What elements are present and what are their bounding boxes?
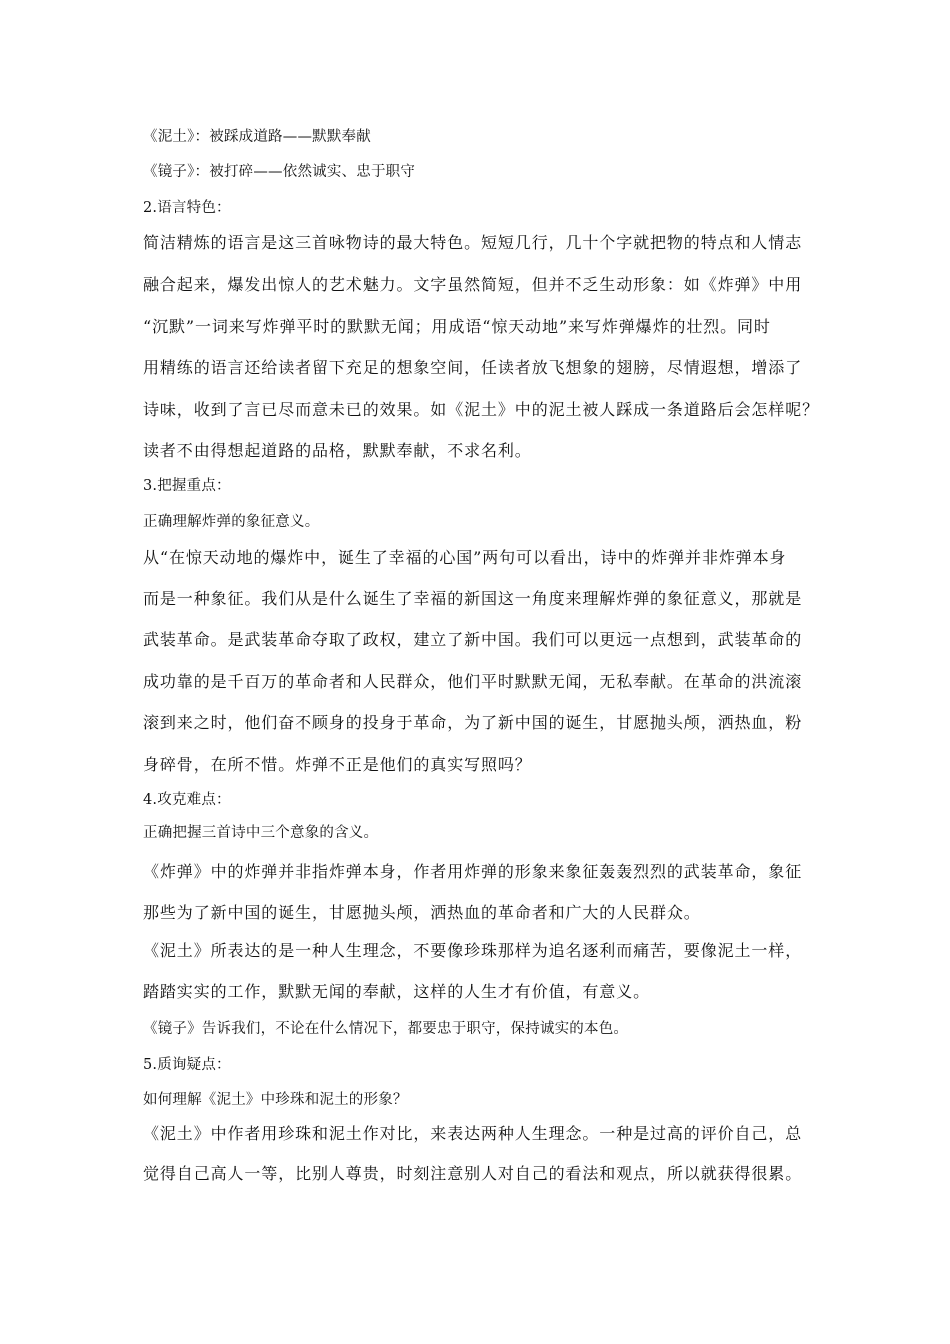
text-line: 成功靠的是千百万的革命者和人民群众，他们平时默默无闻，无私奉献。在革命的洪流滚 xyxy=(143,672,803,691)
section-heading: 2.语言特色： xyxy=(143,200,231,216)
text-line: 融合起来，爆发出惊人的艺术魅力。文字虽然简短，但并不乏生动形象：如《炸弹》中用 xyxy=(143,275,803,294)
text-line: 读者不由得想起道路的品格，默默奉献，不求名利。 xyxy=(143,441,532,460)
text-line: 而是一种象征。我们从是什么诞生了幸福的新国这一角度来理解炸弹的象征意义，那就是 xyxy=(143,589,803,608)
text-line: 身碎骨，在所不惜。炸弹不正是他们的真实写照吗？ xyxy=(143,755,532,774)
text-line: 如何理解《泥土》中珍珠和泥土的形象？ xyxy=(143,1092,408,1108)
text-line: 从“在惊天动地的爆炸中，诞生了幸福的心国”两句可以看出，诗中的炸弹并非炸弹本身 xyxy=(143,548,787,567)
section-heading: 3.把握重点： xyxy=(143,478,231,494)
text-line: 《泥土》：被踩成道路——默默奉献 xyxy=(143,129,371,145)
section-heading: 5.质询疑点： xyxy=(143,1057,231,1073)
text-line: 滚到来之时，他们奋不顾身的投身于革命，为了新中国的诞生，甘愿抛头颅，洒热血，粉 xyxy=(143,713,803,732)
text-line: 《镜子》：被打碎——依然诚实、忠于职守 xyxy=(143,164,416,180)
text-line: 踏踏实实的工作，默默无闻的奉献，这样的人生才有价值，有意义。 xyxy=(143,982,651,1001)
text-line: 武装革命。是武装革命夺取了政权，建立了新中国。我们可以更远一点想到，武装革命的 xyxy=(143,630,803,649)
text-line: 诗味，收到了言已尽而意未已的效果。如《泥土》中的泥土被人踩成一条道路后会怎样呢？ xyxy=(143,400,820,419)
text-line: “沉默”一词来写炸弹平时的默默无闻；用成语“惊天动地”来写炸弹爆炸的壮烈。同时 xyxy=(143,317,771,336)
text-line: 《炸弹》中的炸弹并非指炸弹本身，作者用炸弹的形象来象征轰轰烈烈的武装革命，象征 xyxy=(143,862,803,881)
text-line: 那些为了新中国的诞生，甘愿抛头颅，洒热血的革命者和广大的人民群众。 xyxy=(143,903,701,922)
text-line: 正确把握三首诗中三个意象的含义。 xyxy=(143,825,379,841)
text-line: 正确理解炸弹的象征意义。 xyxy=(143,514,320,530)
text-line: 用精练的语言还给读者留下充足的想象空间，任读者放飞想象的翅膀，尽情遐想，增添了 xyxy=(143,358,803,377)
text-line: 《镜子》告诉我们，不论在什么情况下，都要忠于职守，保持诚实的本色。 xyxy=(143,1021,629,1037)
text-line: 《泥土》所表达的是一种人生理念，不要像珍珠那样为追名逐利而痛苦，要像泥土一样， xyxy=(143,941,803,960)
text-line: 简洁精炼的语言是这三首咏物诗的最大特色。短短几行，几十个字就把物的特点和人情志 xyxy=(143,233,803,252)
text-line: 觉得自己高人一等，比别人尊贵，时刻注意别人对自己的看法和观点，所以就获得很累。 xyxy=(143,1164,803,1183)
text-line: 《泥土》中作者用珍珠和泥土作对比，来表达两种人生理念。一种是过高的评价自己，总 xyxy=(143,1124,803,1143)
section-heading: 4.攻克难点： xyxy=(143,792,231,808)
